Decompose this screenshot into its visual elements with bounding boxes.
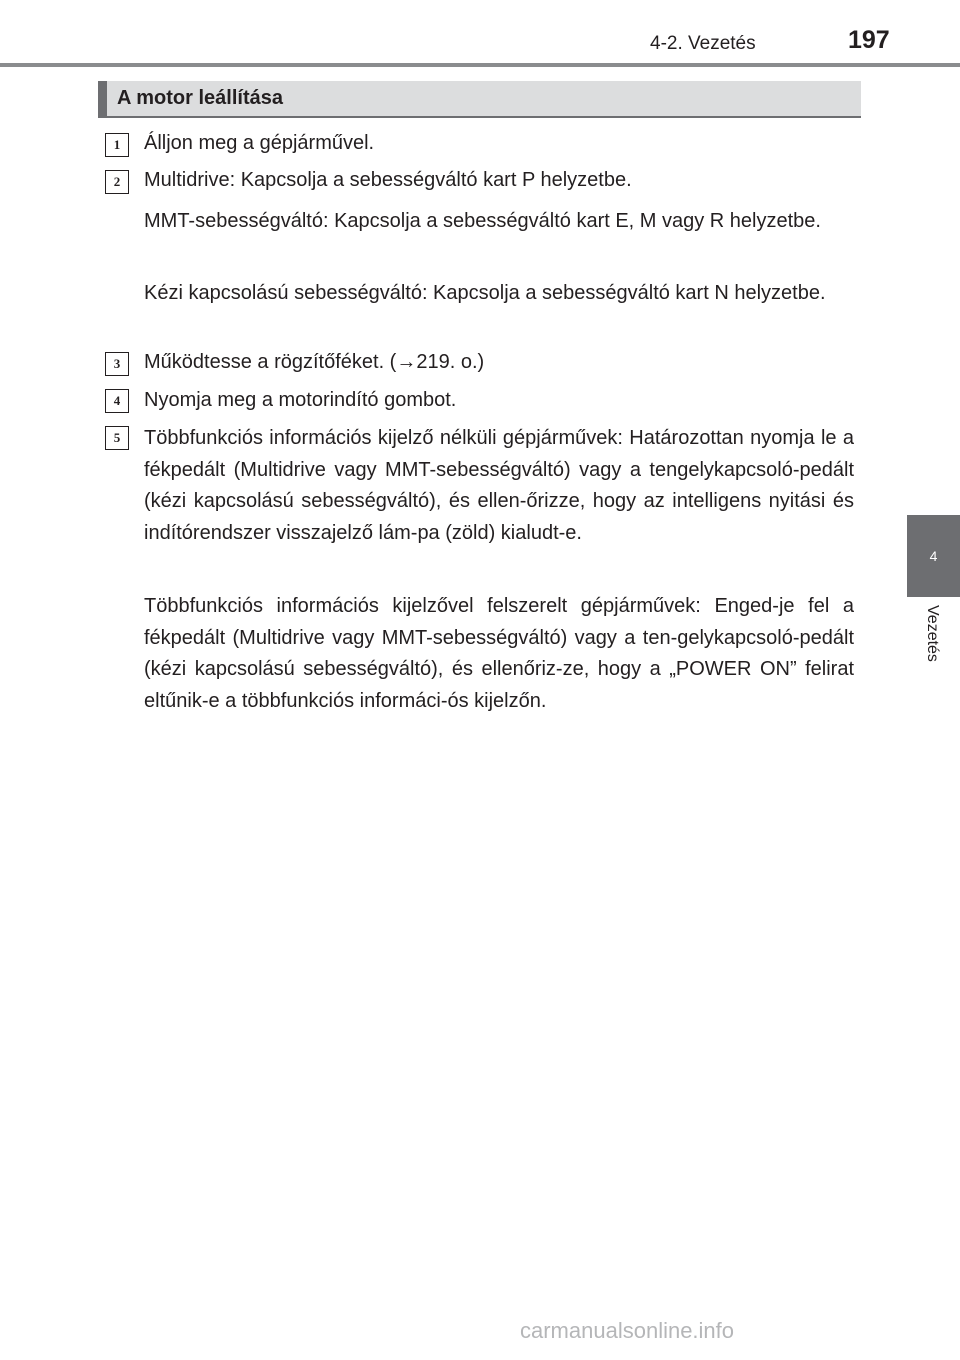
section-title: A motor leállítása <box>117 87 283 109</box>
step-text-5: Többfunkciós információs kijelző nélküli gépjárművek: Határozottan nyomja le a fékpedált (Multidrive vagy MMT-sebességváltó) vagy a tengelykapcsoló-pedált (kézi kapcsolású sebességváltó), és ellen-őrizze, hogy az intelligens nyitási és indítórendszer visszajelző lám-pa (zöld) kialudt-e. <box>144 427 854 544</box>
step-number-5: 5 <box>105 426 129 450</box>
section-heading <box>98 81 861 118</box>
step-5-display-text: Többfunkciós információs kijelzővel felszerelt gépjárművek: Enged-je fel a fékpedált (Multidrive vagy MMT-sebességváltó) vagy a ten-gelykapcsoló-pedált (kézi kapcsolású sebességváltó), és ellenőriz-ze, hogy a „POWER ON” felirat eltűnik-e a többfunkciós informáci-ós kijelzőn. <box>144 595 854 712</box>
chapter-tab <box>907 515 960 597</box>
step-number-3: 3 <box>105 352 129 376</box>
step-2-manual-text: Kézi kapcsolású sebességváltó: Kapcsolja a sebességváltó kart N helyzetbe. <box>144 282 826 304</box>
chapter-title: Vezetés <box>924 605 941 662</box>
step-number-2: 2 <box>105 170 129 194</box>
page-number: 197 <box>848 26 890 54</box>
step-text-2: Multidrive: Kapcsolja a sebességváltó kart P helyzetbe. <box>144 169 632 191</box>
step-2-mmt-text: MMT-sebességváltó: Kapcsolja a sebességváltó kart E, M vagy R helyzetbe. <box>144 210 821 232</box>
step-text-3: Működtesse a rögzítőféket. (→219. o.) <box>144 351 485 373</box>
running-header-section: 4-2. Vezetés <box>650 33 756 54</box>
watermark: carmanualsonline.info <box>520 1318 735 1343</box>
step-text-4: Nyomja meg a motorindító gombot. <box>144 389 457 411</box>
step-number-4: 4 <box>105 389 129 413</box>
header-divider <box>0 63 960 67</box>
step-text-1: Álljon meg a gépjárművel. <box>144 132 375 154</box>
chapter-number: 4 <box>929 548 938 564</box>
step-number-1: 1 <box>105 133 129 157</box>
